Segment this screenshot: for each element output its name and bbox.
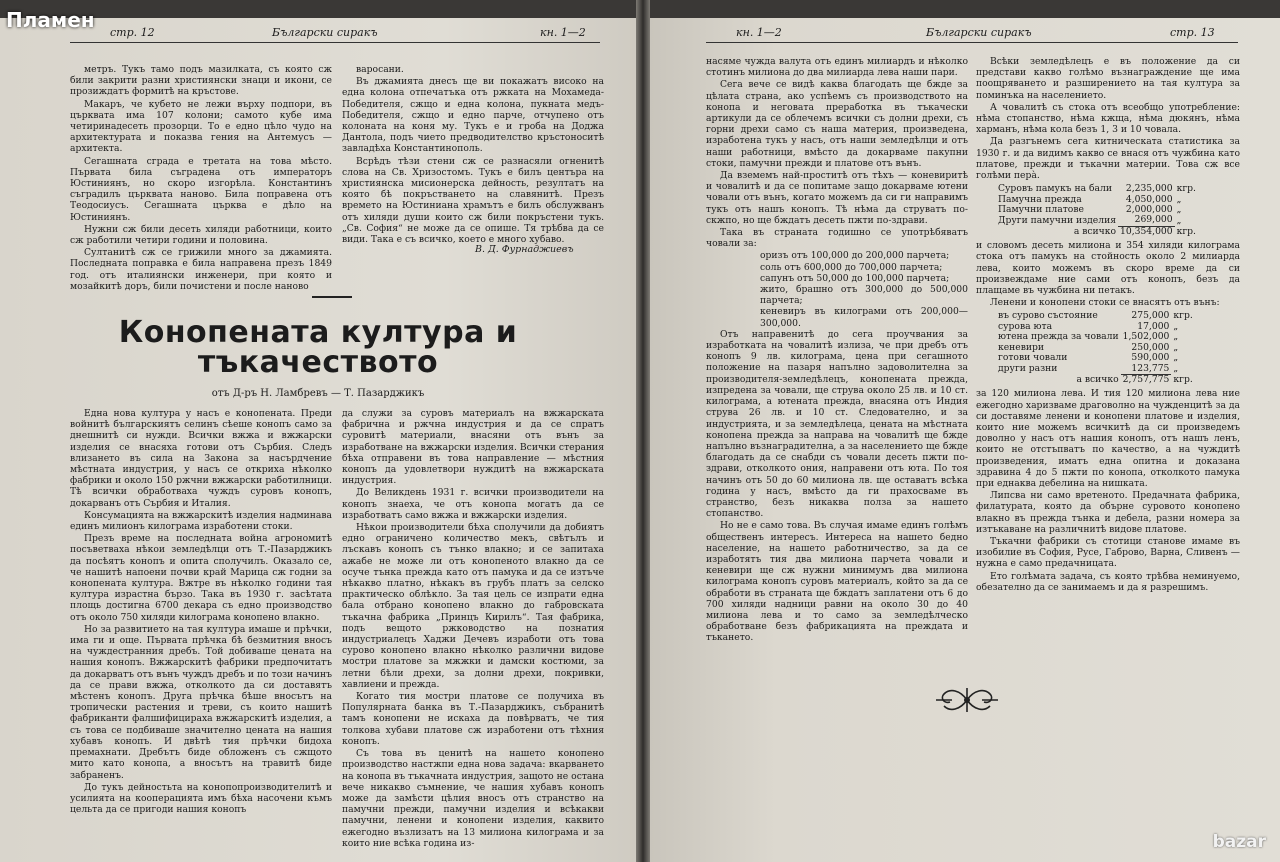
right-column-1 [706, 56, 968, 676]
table-cell-label: други разни [998, 362, 1058, 374]
table-total-label: а всичко [1076, 373, 1119, 385]
uses-list [706, 250, 968, 328]
paragraph: за 120 милиона лева. И тия 120 милиона лева ние ежегодно харизваме драговолно на чужденцитѣ за да си доставяме ленени и конопени платове и изделия, които ние можемъ всичкитѣ да си произведемъ доволно у насъ отъ нашия конопъ, отъ нашъ ленъ, които не отстъпватъ по качество, а на чуждитѣ произведения, иматъ една опитна и доказана здравина 4 до 5 пжти по конопа, отколкото памука при еднаква дебелина на нишката. [976, 388, 1240, 489]
table-row [996, 353, 1195, 363]
paragraph: Консумацията на вжжарскитѣ изделия надминава единъ милионъ килограма изработени стоки. [70, 509, 332, 533]
paragraph: да служи за суровъ материалъ на вжжарската фабрична и ржчна индустрия и да се спратъ суровитѣ материали, внасяни отъ вънъ за изработване на вжжарски изделия. Всички стерания бѣха отправени въ това направление — мѣстния конопъ да удовлетвори нуждитѣ на вжжарската индустрия. [342, 408, 604, 487]
table-row [996, 364, 1195, 375]
table-cell-label: Други памучни изделия [998, 214, 1116, 226]
right-header-rule [706, 42, 1238, 43]
paragraph: Да разгънемъ сега китническата статистика за 1930 г. и да видимъ какво се внася отъ чужбина като платове, прежди и тъкачни материи. Това сж все голѣми перà. [976, 136, 1240, 182]
paragraph: варосани. [356, 64, 404, 75]
paragraph: Нужни сж били десеть хиляди работници, които сж работили четири години и половина. [70, 223, 332, 247]
table-cell-unit: „ [1173, 341, 1179, 353]
paragraph: и словомъ десеть милиона и 354 хиляди килограма стока отъ памукъ на стойность около 2 милиарда лева, които можемъ въ скоро време да си произвеждаме ние сами отъ конопъ, безъ да плащаме въ чужбина ни петакъ. [976, 240, 1240, 297]
table-total-row [996, 374, 1195, 385]
table-cell-label: Памучна прежда [998, 193, 1082, 205]
paragraph: Сега вече се видѣ каква благодать ще бжде за цѣлата страна, ако успѣемъ съ производството на конопа и неговата преработка въ тъкачески артикули да се облечемъ всички съ долни дрехи, съ горни дрехи само съ наша материя, произведена, изработена тукъ у насъ, отъ наши земледѣлци и отъ наши работници, вмѣсто да докарваме пакупни стоки, памучни прежди и платове отъ вънъ. [706, 79, 968, 169]
table-cell-unit: кгр. [1173, 310, 1193, 322]
left-page-number: стр. 12 [110, 26, 155, 39]
paragraph: насяме чужда валута отъ единъ милиардъ и нѣколко стотинъ милиона до два милиарда лева наши пари. [706, 56, 968, 79]
table-cell-value: 269,000 [1134, 214, 1173, 226]
table-cell-unit: „ [1173, 362, 1179, 374]
left-issue: кн. 1—2 [540, 26, 586, 39]
paragraph: Въ джамията днесъ ще ви покажатъ високо на една колона отпечатъка отъ ржката на Мохамеда-Победителя, сжщо и една колона, пукната медъ-Победителя, сжщо и едно парче, отчупено отъ колоната на коня му. Тукъ е и гроба на Доджа Дантола, подъ чието предводителство кръстоноситѣ завладѣха Константинополь. [342, 76, 604, 155]
table-total-unit: кгр. [1176, 225, 1196, 237]
table-cell-value: 123,775 [1131, 362, 1170, 374]
table-cell-label: Суровъ памукъ на бали [998, 183, 1112, 195]
table-cell-value: 590,000 [1131, 352, 1170, 364]
right-page-number: стр. 13 [1170, 26, 1215, 39]
paragraph: Ленени и конопени стоки се внасятъ отъ вънъ: [990, 297, 1220, 309]
left-top-column-2 [342, 64, 604, 250]
paragraph: Но за развитието на тая култура имаше и прѣчки, има ги и още. Първата прѣчка бѣ безмитния вносъ на чуждестранния дребъ. Той добиваше цената на нашия конопъ. Вжжарскитѣ фабрики предпочитатъ да докарватъ отъ вънъ чуждъ дребъ и по този начинъ да се прави вжжа, отколкото да си доставятъ мѣстенъ конопъ. Друга прѣчка бѣше вносътъ на тропически растения и треви, съ които нашитѣ фабриканти фалшифицираха вжжарскитѣ изделия, а съ това се подбиваше значително цената на нашия хубавъ конопъ. И двѣтѣ тия прѣчки бидоха премахнати. Дребътъ биде обложенъ съ сжщото мито като конопа, а вносътъ на травитѣ биде забраненъ. [70, 623, 332, 781]
paragraph: А човалитѣ съ стока отъ всеобщо употребление: нѣма стопанство, нѣма кжща, нѣма дюкянъ, нѣма харманъ, нѣма кола безъ 1, 3 и 10 човала. [976, 101, 1240, 136]
list-item: кеневиръ въ килограми отъ 200,000—300,000. [760, 306, 968, 329]
paragraph: Нѣкои производители бѣха сполучили да добиятъ едно ограничено количество мекъ, свѣтълъ и лъскавъ конопъ съ тънко влакно; и се запитаха ажабе не може ли отъ конопеното влакно да се осуче тънка прежда като отъ памука и да се изтъче нѣкакво платно, нѣкакъ въ грубъ платъ за селско практическо облѣкло. За тая цель се изпрати една бала отбрано конопено влакно до габровската тъкачна фабрика „Принцъ Кирилъ“. Тая фабрика, подъ вещото ржководство на познатия индустриалецъ Хаджи Дечевъ изработи отъ това сурово конопено влакно нѣколко различни видове мостри платове за мжжки и дамски костюми, за летни бѣли дрехи, за долни дрехи, покривки, хавлиени и прежда. [342, 522, 604, 690]
book-gutter [636, 0, 650, 862]
article-signature: В. Д. Фурнаджиевъ [475, 244, 574, 255]
table-cell-value: 2,000,000 [1125, 204, 1173, 216]
decorative-ornament [932, 682, 1002, 718]
paragraph: Всѣки земледѣлецъ е въ положение да си представи какво голѣмо възнаграждение ще има поощряването и разширението на тая култура за поминъка на населението. [976, 56, 1240, 101]
table-row [996, 215, 1198, 226]
left-journal-title: Български сиракъ [272, 26, 378, 39]
bazar-logo: bazar [1212, 832, 1266, 852]
table-cell-value: 2,235,000 [1125, 183, 1173, 195]
left-top-column-1 [70, 64, 332, 300]
paragraph: Ето голѣмата задача, съ която трѣбва неминуемо, обезателно да се занимаемъ и да я разрешимъ. [976, 570, 1240, 593]
list-item: жито, брашно отъ 300,000 до 500,000 парчета; [760, 284, 968, 307]
table-total-value: 2,757,775 [1122, 373, 1170, 385]
table-total-label: а всичко [1073, 225, 1116, 237]
paragraph: Когато тия мостри платове се получиха въ Популярната банка въ Т.-Пазарджикъ, събранитѣ тамъ конопени не искаха да повѣрватъ, че тия толкова хубави платове сж изработени отъ тѣхния конопъ. [342, 691, 604, 747]
list-item: оризъ отъ 100,000 до 200,000 парчета; [760, 250, 950, 262]
table-cell-unit: „ [1176, 204, 1182, 216]
table-cell-label: кеневири [998, 341, 1045, 353]
article-column-1 [70, 408, 332, 858]
table-cell-unit: кгр. [1176, 183, 1196, 195]
table-cell-label: готови човали [998, 352, 1068, 364]
statistics-table [996, 184, 1198, 237]
table-total-value: 10,354,000 [1120, 225, 1173, 237]
table-cell-unit: „ [1173, 320, 1179, 332]
table-total-row [996, 226, 1198, 237]
list-item: соль отъ 600,000 до 700,000 парчета; [760, 261, 943, 273]
paragraph: До тукъ дейностьта на конопопроизводителитѣ и усилията на кооперацията имъ бѣха насочени къмъ цельта да се пригоди нашия конопъ [70, 781, 332, 816]
paragraph: Всрѣдъ тѣзи стени сж се разнасяли огненитѣ слова на Св. Хризостомъ. Тукъ е билъ центъра на християнска мисионерска дейность, резултатъ на която бѣ покръстването на славянитѣ. Презъ времето на Юстиниана храмътъ е билъ обслужванъ отъ хиляди души които сж били покръстени тукъ. „Св. София“ не може да се опише. Тя трѣбва да се види. Така е съ всичко, което е много хубаво. [342, 155, 604, 246]
right-column-2 [976, 56, 1240, 676]
table-cell-value: 4,050,000 [1125, 193, 1173, 205]
paragraph: Султанитѣ сж се грижили много за джамията. Последната поправка е била направена презъ 1849 год. отъ италиянски инженери, при която и мозайкитѣ доръ, били почистени и после наново [70, 247, 332, 292]
table-cell-label: ютена прежда за човали [998, 331, 1119, 343]
paragraph: До Великдень 1931 г. всички производители на конопъ знаеха, че отъ конопа могатъ да се изработватъ само вжжа и вжжарски изделия. [342, 487, 604, 521]
paragraph: метръ. Тукъ тамо подъ мазилката, съ която сж били закрити разни християнски знаци и икони, се прозиждатъ формитѣ на кръстове. [70, 64, 332, 98]
right-page [650, 18, 1280, 862]
article-byline: отъ Д-ръ Н. Ламбревъ — Т. Пазарджикъ [211, 388, 425, 399]
table-cell-unit: „ [1173, 352, 1179, 364]
table-cell-label: въ сурово състояние [998, 310, 1098, 322]
table-cell-value: 17,000 [1137, 320, 1170, 332]
left-header-rule [70, 42, 600, 43]
table-cell-value: 1,502,000 [1122, 331, 1170, 343]
paragraph: Но не е само това. Въ случая имаме единъ голѣмъ общественъ интересъ. Интереса на нашето бедно население, на нашето работничество, за да се изработятъ тия два милиона парчета човали и кеневири ще сж нужни минимумъ два милиона килограма конопъ суровъ материалъ, който за да се обработи въ страната ще бждатъ заплатени отъ 6 до 700 хиляди надници равни на около 30 до 40 милиона лева и то само за земледѣлческо обработване безъ фабрикацията на преждата и тъкането. [706, 520, 968, 644]
table-cell-unit: „ [1176, 214, 1182, 226]
table-cell-label: сурова юта [998, 320, 1053, 332]
table-cell-unit: „ [1176, 193, 1182, 205]
paragraph: Сегашната сграда е третата на това мѣсто. Първата била съградена отъ императоръ Юстиниянъ, но скоро изгорѣла. Константинъ съградилъ църквата наново. Била поправена отъ Теодосиусъ. Сегашната църква е дѣло на Юстиниянъ. [70, 155, 332, 223]
paragraph: Съ това въ ценитѣ на нашето конопено производство настжпи една нова задача: вкарването на конопа въ тъкачната индустрия, защото не остана вече никакво съмнение, че нашия хубавъ конопъ може да замѣсти цѣлия вносъ отъ странство на памучни прежди, памучни изделия и всѣкакви памучни, ленени и конопени изделия, каквито ежегодно възлизатъ на 13 милиона килограма и за които ние всѣка година из- [342, 748, 604, 849]
paragraph: Така въ страната годишно се употрѣбяватъ човали за: [706, 227, 968, 250]
paragraph: Отъ направенитѣ до сега проучвания за изработката на човалитѣ излиза, че при дребъ отъ конопъ 9 лв. килограма, цена при сегашното положение на пазаря напълно задоволителна за производителя-земледѣлецъ, конопената прежда, изпредена за човали, ще струва около 25 лв. и 10 ст. килограма, а ютената прежда, внасяна отъ Индия струва 26 лв. и 10 ст. Следователно, и за индустрията, и за земледѣлеца, цената на мѣстната конопена прежда за направа на човалитѣ ще бжде напълно възнаградителна, а за населението ще бжде благодать да се снабди съ човали десеть пжти по-здрави, отколкото ония, направени отъ юта. По тоя начинъ отъ 50 до 60 милиона лв. ще оставатъ всѣка година у насъ, вмѣсто да ги прахосваме въ странство, безъ никаква полза за нашето стопанство. [706, 328, 968, 520]
table-total-unit: кгр. [1173, 373, 1193, 385]
table-cell-value: 250,000 [1131, 341, 1170, 353]
left-page [0, 18, 636, 862]
paragraph: Тъкачни фабрики съ стотици станове имаме въ изобилие въ София, Русе, Габрово, Варна, Сливенъ — нужна е само предачницата. [976, 535, 1240, 570]
paragraph: Презъ време на последната война агрономитѣ посъветваха нѣкои земледѣлци отъ Т.-Пазарджикъ да посѣятъ конопъ и опита сполучилъ. Оказало се, че нашитѣ напоени почви край Марица сж годни за конопената култура. Вжтре въ нѣколко години тая култура израстна бързо. Така въ 1930 г. засѣтата площь достигна 6700 декара съ едно производство отъ около 750 хиляди килограма конопено влакно. [70, 533, 332, 623]
article-title-line-1: Конопената култура и [118, 315, 518, 350]
section-divider [312, 296, 352, 298]
list-item: сапунъ отъ 50,000 до 100,000 парчета; [760, 272, 950, 284]
article-column-2 [342, 408, 604, 858]
article-title-line-2: тъкачеството [197, 345, 439, 380]
table-cell-value: 275,000 [1131, 310, 1170, 322]
watermark: Пламен [6, 8, 95, 32]
paragraph: Една нова култура у насъ е конопената. Преди войнитѣ българскиятъ селинъ сѣеше конопъ само за днешнитѣ си нужди. Всички вжжа и вжжарски изделия се внасяха готови отъ Сърбия. Следъ влизането въ сила на Закона за насърдчение мѣстната индустрия, у насъ се откриха нѣколко фабрики и около 150 ржчни вжжарски работилници. Тѣ всички обработваха чуждъ суровъ конопъ, докарванъ отъ Сърбия и Италия. [70, 408, 332, 509]
table-cell-label: Памучни платове [998, 204, 1084, 216]
paragraph: Да вземемъ най-проститѣ отъ тѣхъ — коневиритѣ и човалитѣ и да се попитаме защо докарваме ютени човали отъ вънъ, когато можемъ да си ги направимъ тукъ отъ нашъ конопъ. Тѣ нѣма да струватъ по-скжпо, но ще бждатъ десеть пжти по-здрави. [706, 170, 968, 226]
right-journal-title: Български сиракъ [926, 26, 1032, 39]
statistics-table [996, 311, 1195, 385]
right-issue: кн. 1—2 [736, 26, 782, 39]
table-cell-unit: „ [1173, 331, 1179, 343]
paragraph: Макаръ, че кубето не лежи върху подпори, въ църквата има 107 колони; самото кубе има четиринадесеть прозорци. То е едно цѣло чудо на архитектурата и показва гения на Антемусъ — архитекта. [70, 98, 332, 155]
paragraph: Липсва ни само вретеното. Предачната фабрика, филатурата, която да обърне суровото конопено влакно въ прежда тънка и дебела, разни номера за изтъкаване на различнитѣ видове платове. [976, 490, 1240, 535]
